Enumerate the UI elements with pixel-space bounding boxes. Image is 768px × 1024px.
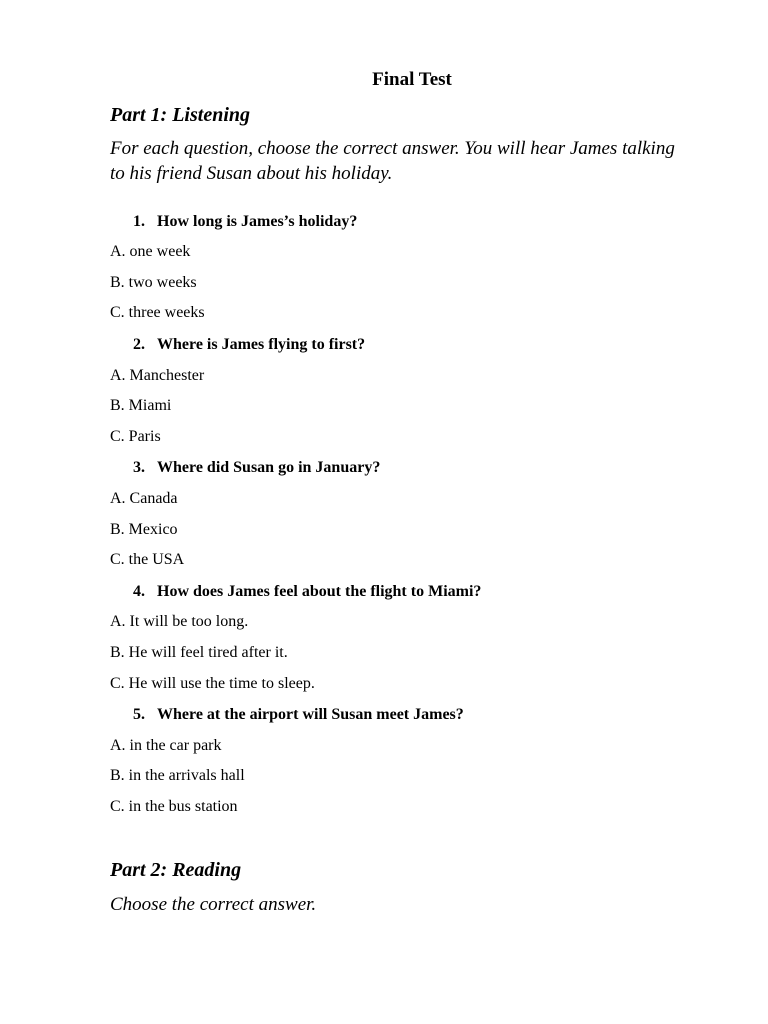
question-3-option-c: C. the USA [110, 551, 185, 568]
question-5-option-c: C. in the bus station [110, 798, 238, 815]
question-4-option-a: A. It will be too long. [110, 613, 249, 630]
question-text: Where at the airport will Susan meet James? [157, 706, 464, 723]
question-2 [133, 335, 365, 355]
page-title: Final Test [372, 69, 452, 90]
question-3-option-a: A. Canada [110, 490, 178, 507]
part1-heading: Part 1: Listening [110, 104, 251, 126]
question-number: 4. [133, 583, 145, 600]
question-1-option-b: B. two weeks [110, 274, 197, 291]
question-text: How long is James’s holiday? [157, 213, 358, 230]
question-2-option-a: A. Manchester [110, 367, 205, 384]
question-1-option-a: A. one week [110, 243, 191, 260]
part1-instructions: For each question, choose the correct answer. You will hear James talking to his friend Susan about his holiday. [110, 138, 675, 184]
question-4 [133, 582, 481, 602]
question-number: 5. [133, 706, 145, 723]
question-2-option-c: C. Paris [110, 428, 161, 445]
question-number: 1. [133, 213, 145, 230]
question-3 [133, 458, 380, 478]
question-5-option-a: A. in the car park [110, 737, 222, 754]
question-text: Where is James flying to first? [157, 336, 366, 353]
question-number: 2. [133, 336, 145, 353]
question-text: Where did Susan go in January? [157, 459, 381, 476]
question-3-option-b: B. Mexico [110, 521, 178, 538]
question-5 [133, 705, 464, 725]
question-4-option-b: B. He will feel tired after it. [110, 644, 288, 661]
question-4-option-c: C. He will use the time to sleep. [110, 675, 315, 692]
question-1-option-c: C. three weeks [110, 304, 205, 321]
question-2-option-b: B. Miami [110, 397, 172, 414]
question-text: How does James feel about the flight to Miami? [157, 583, 482, 600]
part2-instructions: Choose the correct answer. [110, 894, 317, 915]
question-5-option-b: B. in the arrivals hall [110, 767, 245, 784]
part2-heading: Part 2: Reading [110, 859, 242, 881]
question-number: 3. [133, 459, 145, 476]
question-1 [133, 212, 357, 232]
